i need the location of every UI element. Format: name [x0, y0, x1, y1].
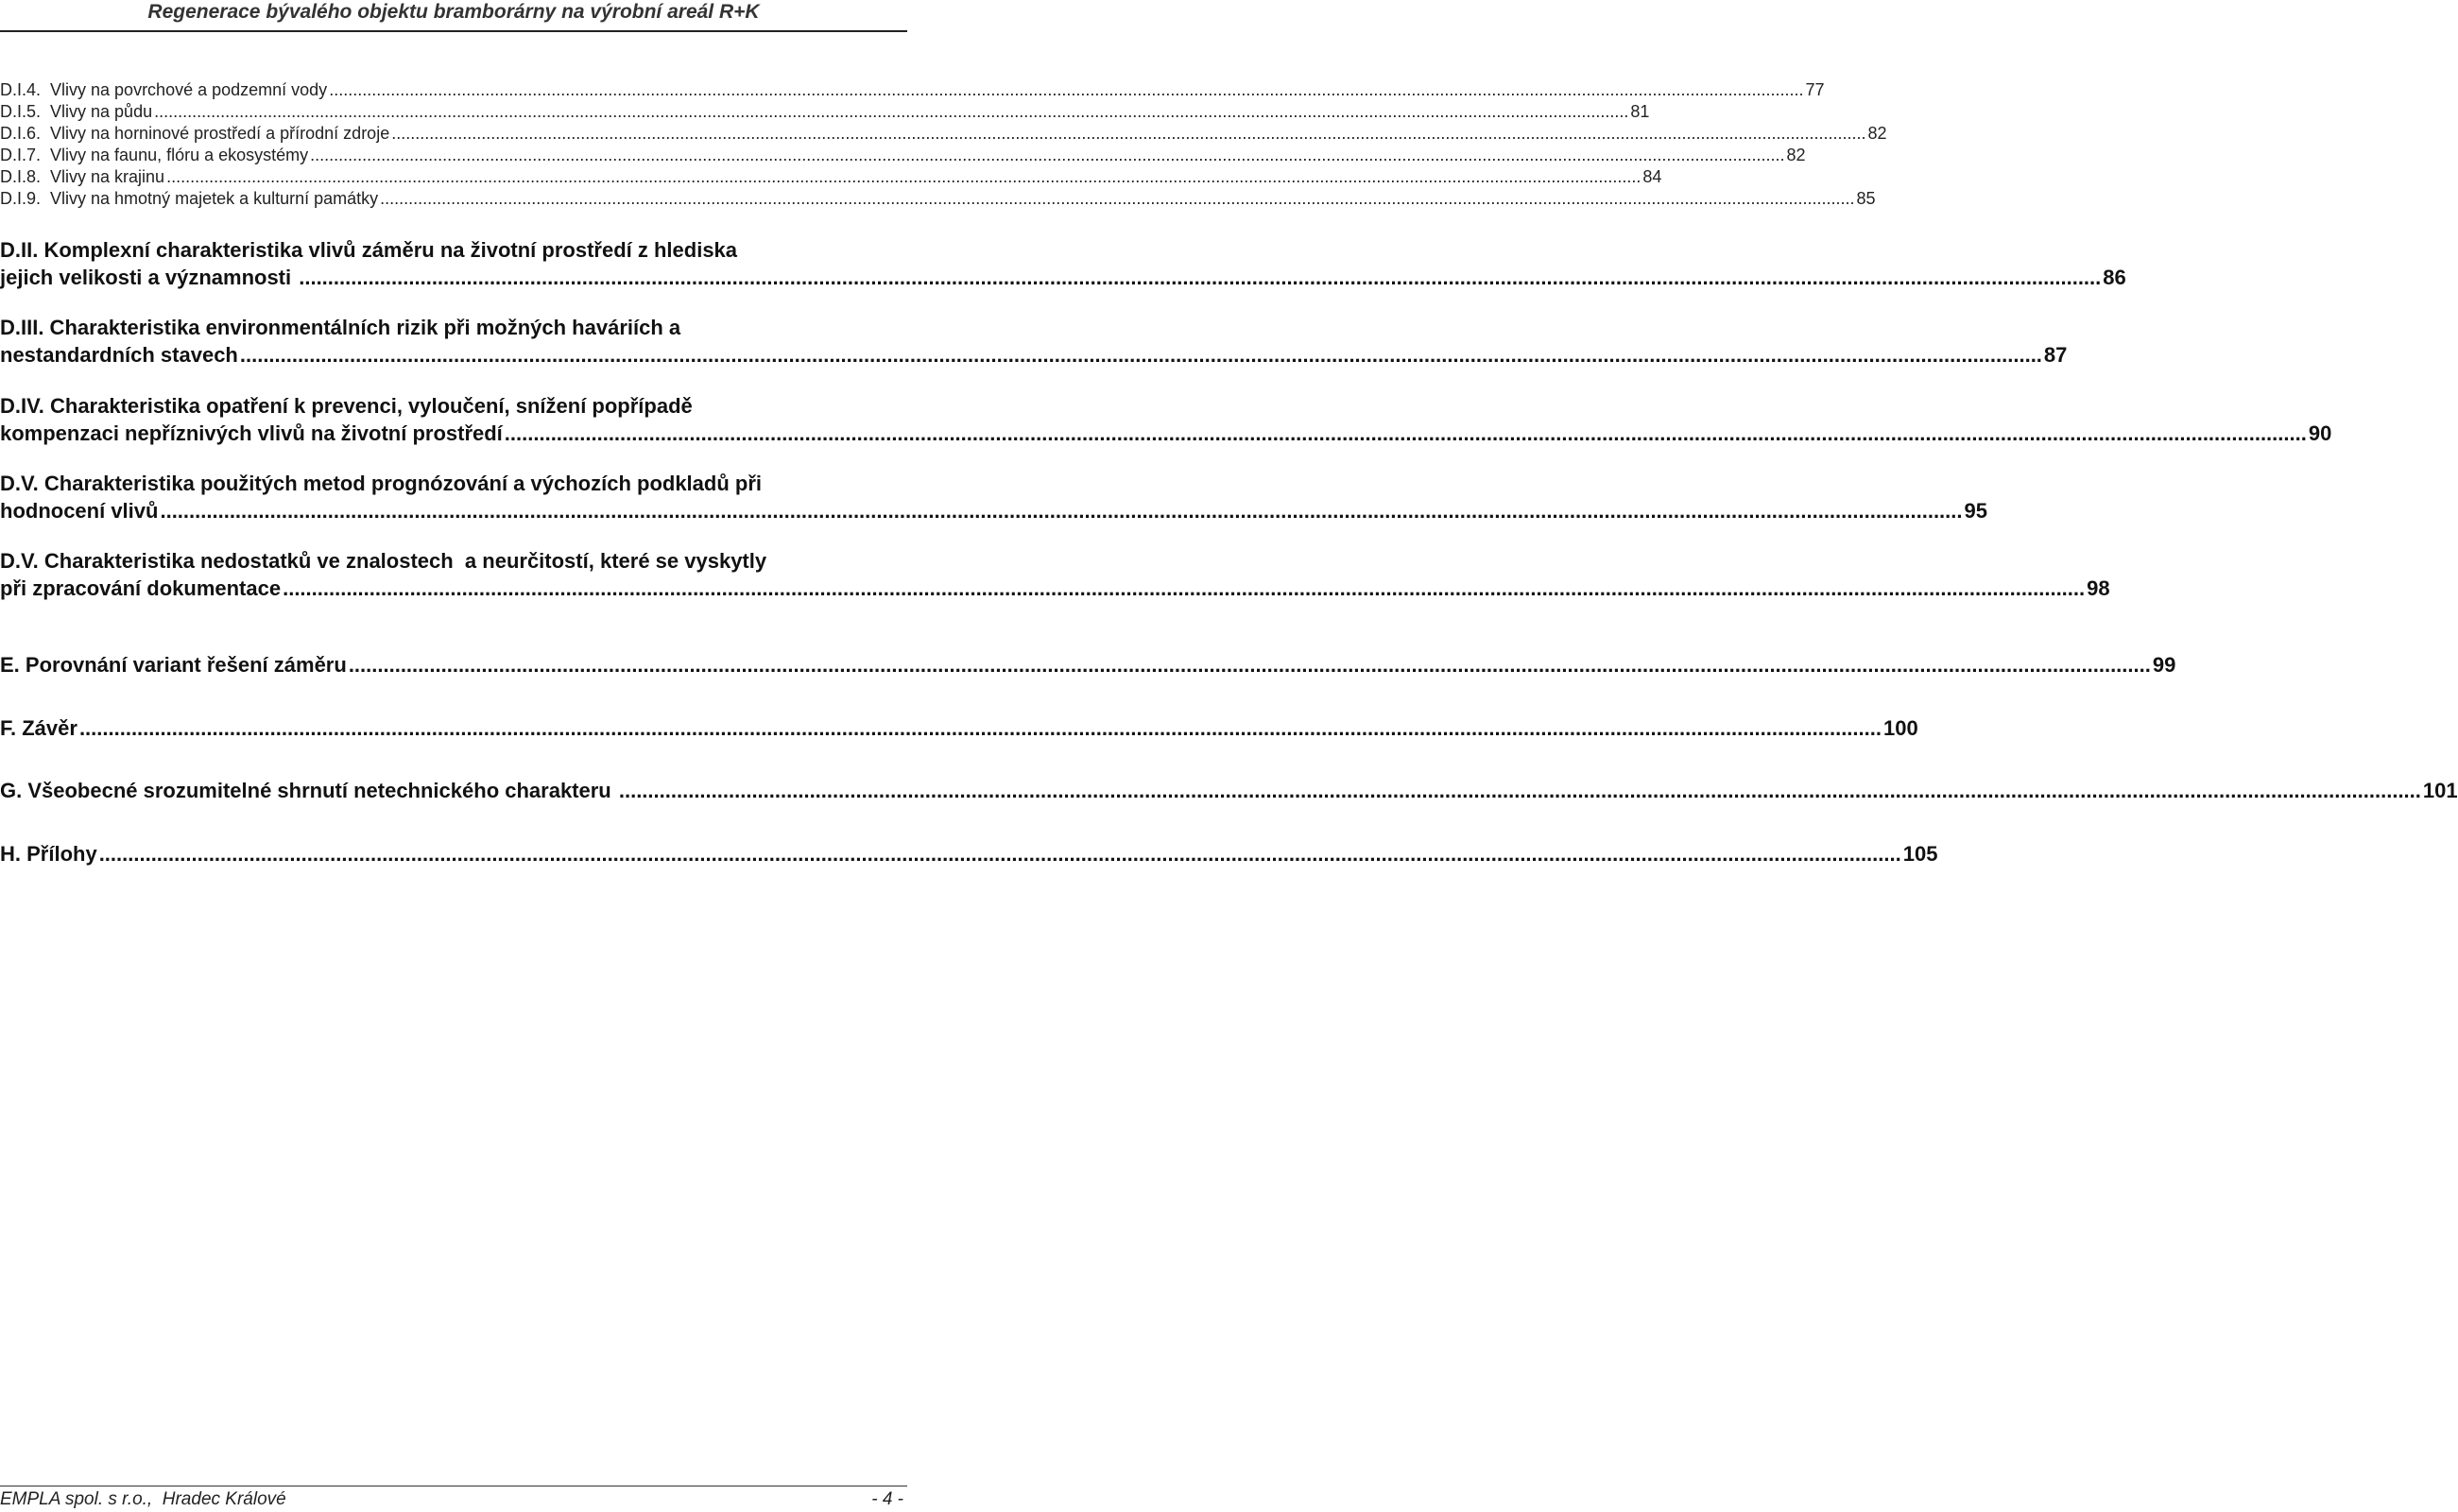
toc-leader: [166, 166, 1641, 187]
toc-page-number: 101: [2422, 779, 2458, 802]
toc-page-number: 105: [1902, 842, 1938, 866]
toc-leader: [349, 651, 2151, 679]
toc-entry-major[interactable]: [0, 392, 2332, 447]
toc-entry[interactable]: [0, 166, 1662, 187]
toc-entry[interactable]: [0, 145, 1806, 165]
toc-entry-title: G. Všeobecné srozumitelné shrnutí netechnického charakteru: [0, 779, 617, 802]
header-rule: [0, 30, 907, 32]
toc-leader: [329, 79, 1803, 100]
toc-entry-title-cont: hodnocení vlivů: [0, 499, 159, 523]
toc-entry-major[interactable]: [0, 651, 2176, 679]
toc-entry-title: D.II. Komplexní charakteristika vlivů záměru na životní prostředí z hlediska: [0, 238, 738, 262]
toc-entry-title-cont: kompenzaci nepříznivých vlivů na životní prostředí: [0, 421, 503, 445]
toc-page-number: 85: [1856, 189, 1876, 208]
footer-company: EMPLA spol. s r.o., Hradec Králové: [0, 1489, 286, 1509]
toc-page-number: 98: [2087, 576, 2110, 600]
toc-entry-major[interactable]: [0, 236, 2126, 291]
toc-leader: [99, 840, 1901, 868]
toc-entry-major[interactable]: [0, 547, 2110, 602]
toc-entry-title: D.I.5. Vlivy na půdu: [0, 102, 153, 121]
toc-entry[interactable]: [0, 79, 1825, 100]
toc-page-number: 86: [2103, 266, 2126, 289]
toc-leader: [154, 101, 1628, 122]
toc-leader: [299, 264, 2101, 291]
toc-entry-title: D.I.9. Vlivy na hmotný majetek a kulturní památky: [0, 189, 379, 208]
toc-leader: [240, 341, 2042, 369]
toc-leader: [619, 777, 2421, 804]
toc-entry-title: D.I.6. Vlivy na horninové prostředí a přírodní zdroje: [0, 124, 390, 143]
toc-entry-title-cont: nestandardních stavech: [0, 343, 238, 367]
toc-entry-title: D.I.4. Vlivy na povrchové a podzemní vody: [0, 80, 328, 99]
toc-leader: [160, 497, 1962, 524]
toc-page-number: 82: [1786, 146, 1806, 164]
toc-entry-title-cont: při zpracování dokumentace: [0, 576, 282, 600]
toc-entry-major[interactable]: [0, 777, 2458, 804]
toc-entry-title-cont: jejich velikosti a významnosti: [0, 266, 298, 289]
toc-page-number: 84: [1642, 167, 1662, 186]
toc-entry-title: D.V. Charakteristika nedostatků ve znalostech a neurčitostí, které se vyskytly: [0, 549, 767, 573]
toc-entry-title: D.I.8. Vlivy na krajinu: [0, 167, 165, 186]
toc-entry-major[interactable]: [0, 470, 1987, 524]
toc-leader: [79, 714, 1882, 742]
toc-page-number: 90: [2308, 421, 2332, 445]
running-header: Regenerace bývalého objektu bramborárny na výrobní areál R+K: [147, 1, 760, 23]
toc-leader: [283, 575, 2085, 602]
toc-entry-title: H. Přílohy: [0, 842, 97, 866]
toc-leader: [505, 420, 2307, 447]
toc-entry-major[interactable]: [0, 840, 1938, 868]
toc-page-number: 99: [2152, 653, 2176, 677]
toc-entry-title: E. Porovnání variant řešení záměru: [0, 653, 347, 677]
toc-entry[interactable]: [0, 101, 1650, 122]
toc-entry-major[interactable]: [0, 314, 2068, 369]
toc-entry[interactable]: [0, 188, 1876, 209]
toc-page-number: 87: [2043, 343, 2068, 367]
toc-entry-major[interactable]: [0, 714, 1918, 742]
toc-entry-title: D.I.7. Vlivy na faunu, flóru a ekosystémy: [0, 146, 309, 164]
toc-page-number: 95: [1964, 499, 1987, 523]
toc-page-number: 100: [1882, 716, 1918, 740]
toc-entry-title: D.III. Charakteristika environmentálních rizik při možných haváriích a: [0, 316, 681, 339]
page-footer: [0, 1489, 903, 1512]
toc-entry-title: D.V. Charakteristika použitých metod prognózování a výchozích podkladů při: [0, 472, 763, 495]
toc-page-number: 82: [1867, 124, 1887, 143]
toc-page-number: 77: [1805, 80, 1825, 99]
footer-page-number: - 4 -: [871, 1489, 903, 1509]
toc-entry-title: F. Závěr: [0, 716, 77, 740]
toc-page-number: 81: [1630, 102, 1650, 121]
toc-entry[interactable]: [0, 123, 1887, 144]
toc-entry-title: D.IV. Charakteristika opatření k prevenci, vyloučení, snížení popřípadě: [0, 394, 693, 418]
toc-leader: [391, 123, 1865, 144]
toc-leader: [380, 188, 1854, 209]
toc-leader: [310, 145, 1784, 165]
